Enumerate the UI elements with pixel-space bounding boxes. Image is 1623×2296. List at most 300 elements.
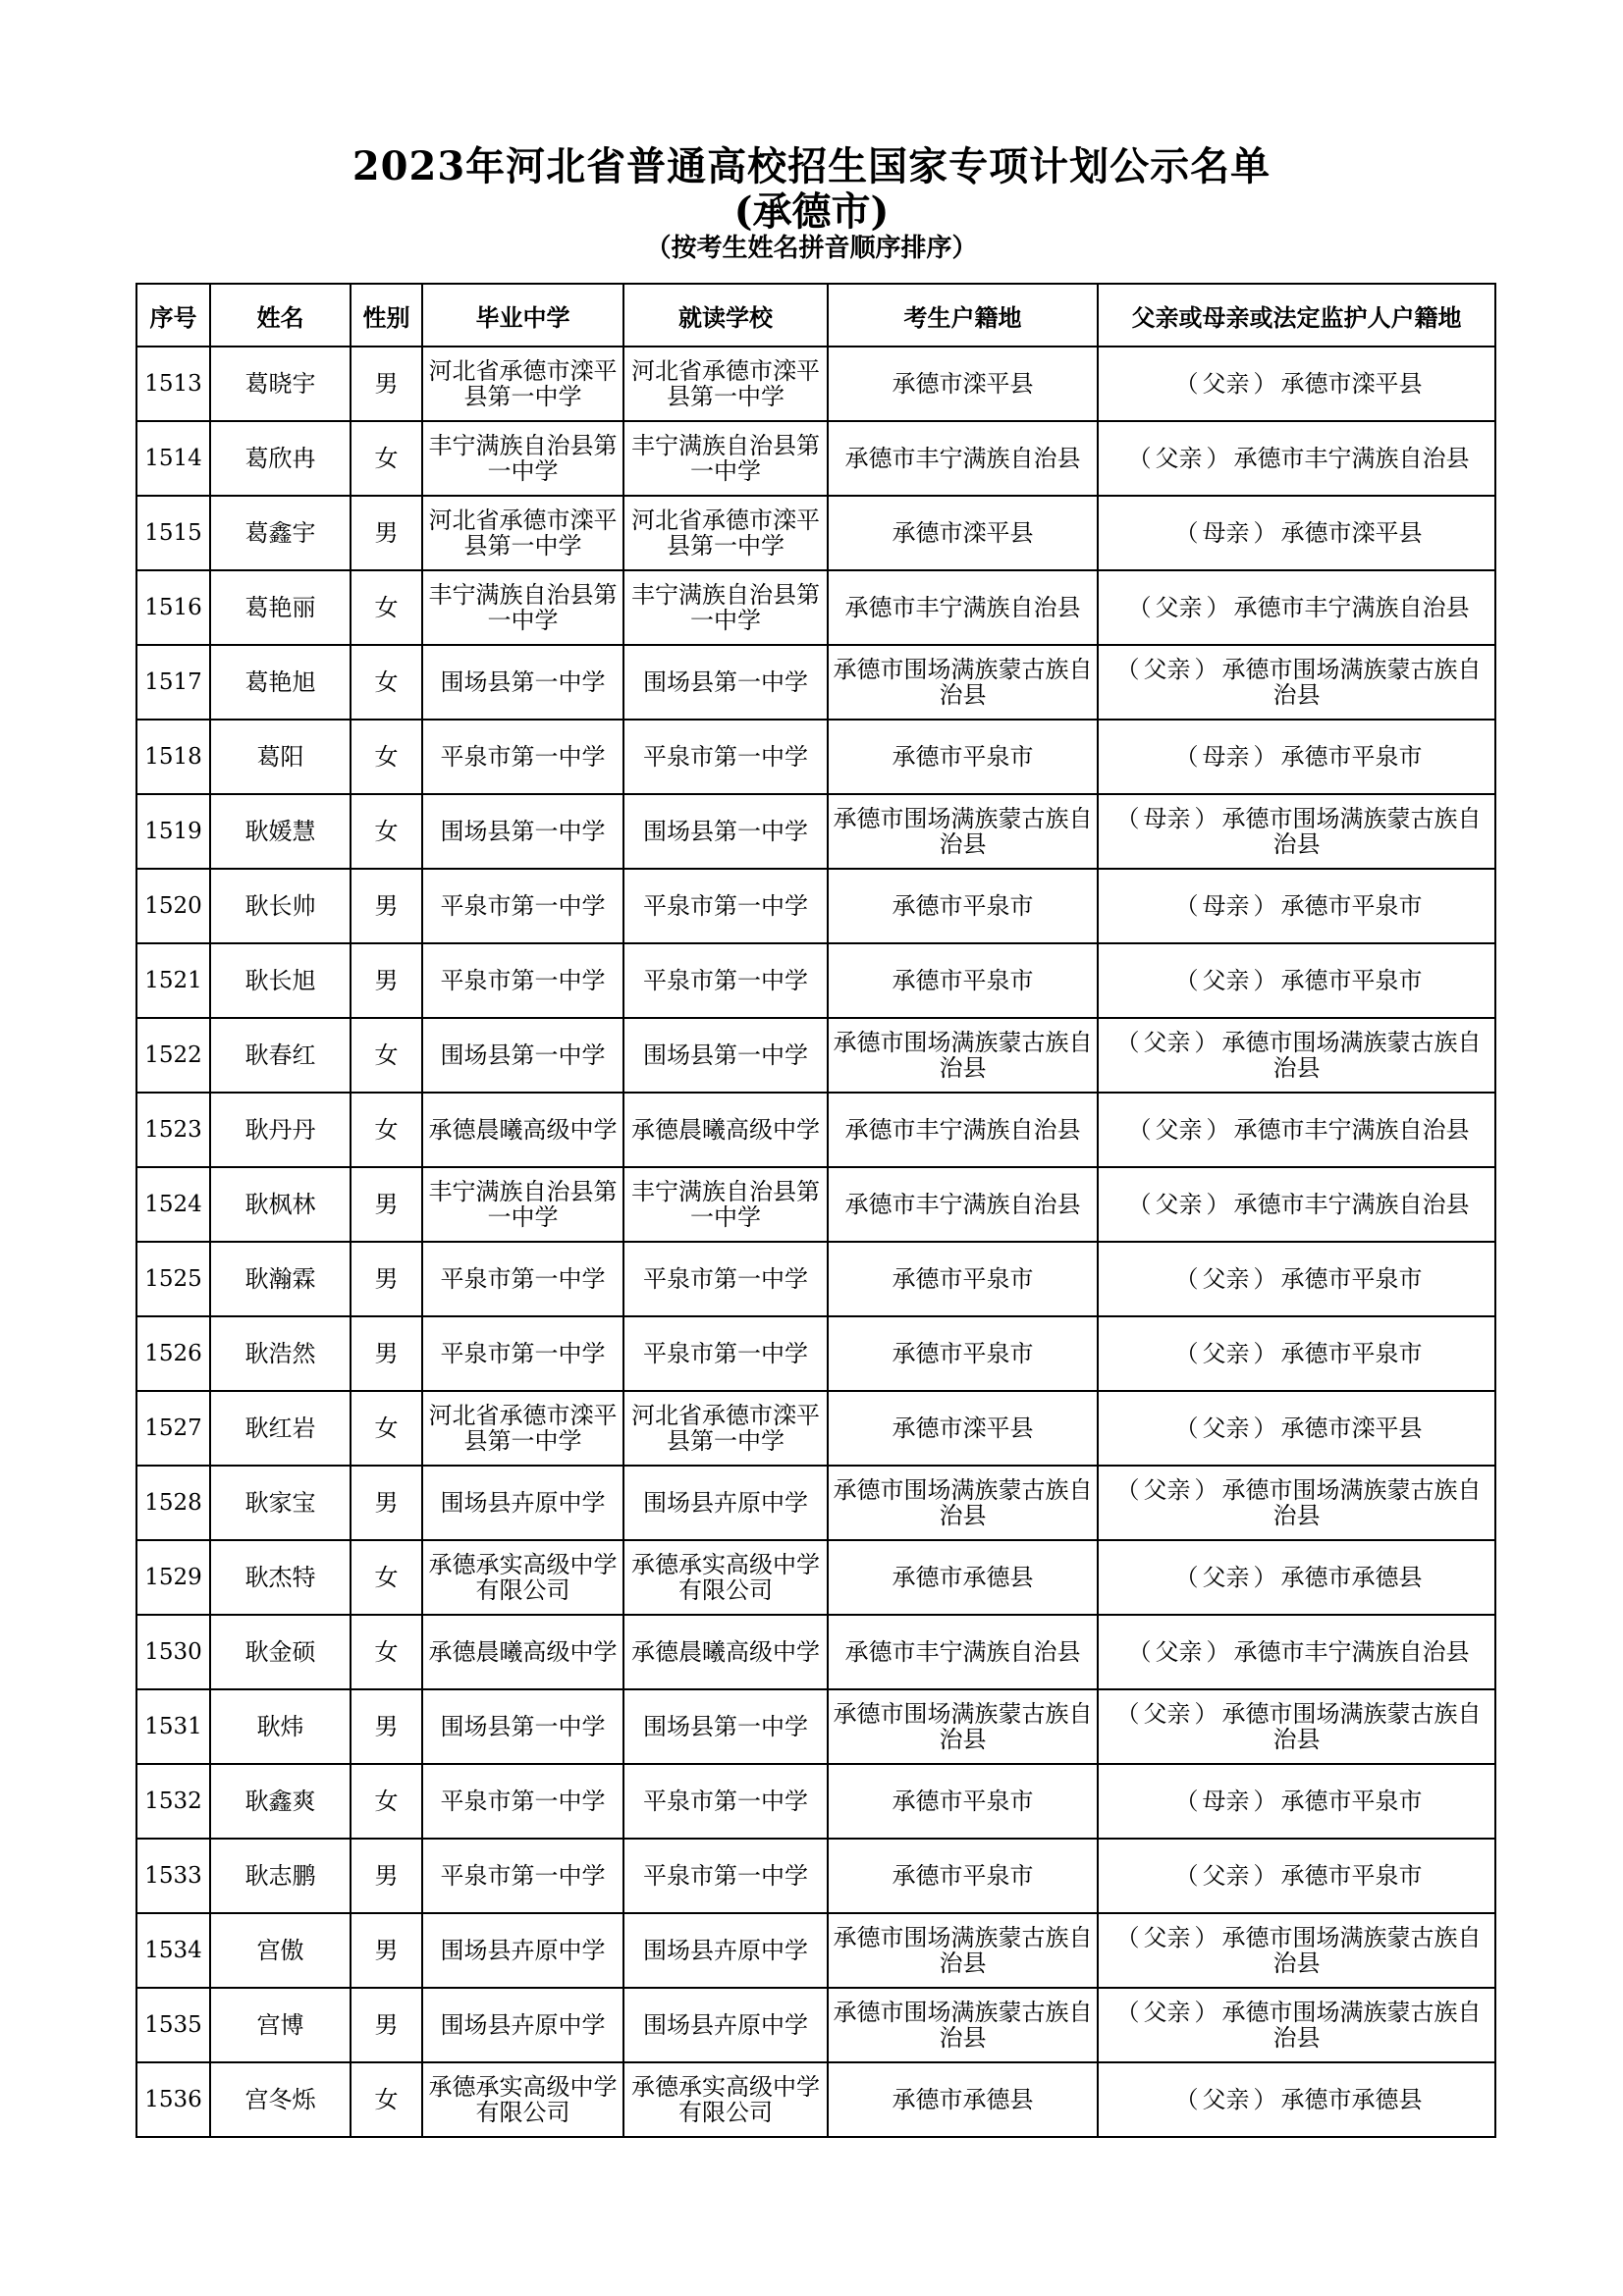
- paren-open: （: [1174, 892, 1199, 920]
- paren-close: ）: [1253, 1564, 1277, 1591]
- cell-guardian: [1098, 570, 1495, 645]
- cell-guardian: [1098, 347, 1495, 421]
- cell-gender: 女: [351, 1391, 422, 1466]
- guardian-hukou: 承德市平泉市: [1280, 1862, 1423, 1890]
- cell-hukou: 承德市平泉市: [828, 1839, 1098, 1913]
- cell-grad-school: 河北省承德市滦平县第一中学: [422, 347, 623, 421]
- paren-open: （: [1115, 1924, 1140, 1951]
- cell-grad-school: 平泉市第一中学: [422, 1242, 623, 1316]
- table-row: [136, 1167, 1495, 1242]
- page-subtitle: (承德市): [733, 188, 890, 235]
- guardian-relation: 母亲: [1202, 743, 1250, 771]
- guardian-hukou: 承德市丰宁满族自治县: [1233, 1638, 1470, 1666]
- cell-gender: 男: [351, 1839, 422, 1913]
- cell-current-school: 河北省承德市滦平县第一中学: [623, 347, 828, 421]
- paren-close: ）: [1206, 594, 1230, 621]
- cell-no: 1516: [136, 570, 210, 645]
- cell-current-school: 河北省承德市滦平县第一中学: [623, 1391, 828, 1466]
- cell-gender: 女: [351, 421, 422, 496]
- cell-name: 耿长帅: [210, 869, 351, 943]
- paren-open: （: [1127, 1638, 1152, 1666]
- column-header-current-school: 就读学校: [623, 284, 828, 347]
- cell-no: 1513: [136, 347, 210, 421]
- paren-close: ）: [1253, 1862, 1277, 1890]
- cell-guardian: [1098, 421, 1495, 496]
- table-row: [136, 1466, 1495, 1540]
- guardian-relation: 父亲: [1143, 1476, 1191, 1504]
- cell-name: 耿杰特: [210, 1540, 351, 1615]
- paren-close: ）: [1206, 1116, 1230, 1144]
- cell-gender: 男: [351, 1689, 422, 1764]
- guardian-relation: 父亲: [1202, 1862, 1250, 1890]
- paren-close: ）: [1253, 967, 1277, 994]
- table-row: [136, 1615, 1495, 1689]
- cell-grad-school: 承德晨曦高级中学: [422, 1093, 623, 1167]
- paren-open: （: [1115, 656, 1140, 683]
- guardian-relation: 父亲: [1143, 656, 1191, 683]
- table-row: [136, 943, 1495, 1018]
- cell-current-school: 承德承实高级中学有限公司: [623, 2062, 828, 2137]
- cell-guardian: [1098, 496, 1495, 570]
- cell-hukou: 承德市平泉市: [828, 1242, 1098, 1316]
- paren-close: ）: [1253, 519, 1277, 547]
- cell-grad-school: 丰宁满族自治县第一中学: [422, 1167, 623, 1242]
- cell-grad-school: 承德晨曦高级中学: [422, 1615, 623, 1689]
- cell-name: 葛晓宇: [210, 347, 351, 421]
- guardian-hukou: 承德市平泉市: [1280, 1340, 1423, 1367]
- table-row: [136, 2062, 1495, 2137]
- page-title: 2023年河北省普通高校招生国家专项计划公示名单: [352, 143, 1271, 189]
- cell-guardian: [1098, 645, 1495, 720]
- cell-current-school: 围场县第一中学: [623, 1689, 828, 1764]
- cell-grad-school: 围场县第一中学: [422, 1689, 623, 1764]
- cell-name: 耿春红: [210, 1018, 351, 1093]
- cell-no: 1531: [136, 1689, 210, 1764]
- paren-open: （: [1115, 805, 1140, 832]
- paren-open: （: [1174, 519, 1199, 547]
- paren-close: ）: [1194, 1999, 1218, 2026]
- cell-no: 1528: [136, 1466, 210, 1540]
- paren-open: （: [1115, 1029, 1140, 1056]
- table-row: [136, 1988, 1495, 2062]
- paren-close: ）: [1206, 1638, 1230, 1666]
- paren-close: ）: [1194, 805, 1218, 832]
- paren-close: ）: [1194, 1476, 1218, 1504]
- roster-table: [135, 283, 1496, 2138]
- cell-gender: 男: [351, 1988, 422, 2062]
- cell-name: 耿瀚霖: [210, 1242, 351, 1316]
- guardian-hukou: 承德市丰宁满族自治县: [1233, 1191, 1470, 1218]
- cell-no: 1519: [136, 794, 210, 869]
- guardian-relation: 父亲: [1202, 1340, 1250, 1367]
- guardian-relation: 父亲: [1143, 1029, 1191, 1056]
- cell-name: 葛欣冉: [210, 421, 351, 496]
- cell-grad-school: 围场县第一中学: [422, 1018, 623, 1093]
- cell-no: 1522: [136, 1018, 210, 1093]
- cell-hukou: 承德市平泉市: [828, 720, 1098, 794]
- cell-gender: 女: [351, 794, 422, 869]
- cell-name: 葛艳丽: [210, 570, 351, 645]
- cell-gender: 男: [351, 869, 422, 943]
- cell-gender: 女: [351, 1018, 422, 1093]
- paren-close: ）: [1253, 1340, 1277, 1367]
- cell-gender: 男: [351, 496, 422, 570]
- table-row: [136, 1913, 1495, 1988]
- cell-name: 耿枫林: [210, 1167, 351, 1242]
- cell-guardian: [1098, 943, 1495, 1018]
- cell-current-school: 平泉市第一中学: [623, 1242, 828, 1316]
- cell-no: 1517: [136, 645, 210, 720]
- cell-no: 1525: [136, 1242, 210, 1316]
- cell-guardian: [1098, 1242, 1495, 1316]
- table-row: [136, 1839, 1495, 1913]
- cell-name: 耿金硕: [210, 1615, 351, 1689]
- cell-guardian: [1098, 1988, 1495, 2062]
- column-header-guardian-hukou: 父亲或母亲或法定监护人户籍地: [1098, 284, 1495, 347]
- cell-gender: 男: [351, 347, 422, 421]
- guardian-relation: 母亲: [1202, 1788, 1250, 1815]
- table-row: [136, 496, 1495, 570]
- guardian-relation: 父亲: [1202, 370, 1250, 398]
- cell-current-school: 丰宁满族自治县第一中学: [623, 421, 828, 496]
- guardian-relation: 父亲: [1202, 1415, 1250, 1442]
- cell-guardian: [1098, 1316, 1495, 1391]
- table-row: [136, 1018, 1495, 1093]
- cell-grad-school: 承德承实高级中学有限公司: [422, 1540, 623, 1615]
- cell-no: 1530: [136, 1615, 210, 1689]
- paren-close: ）: [1253, 1415, 1277, 1442]
- cell-current-school: 河北省承德市滦平县第一中学: [623, 496, 828, 570]
- cell-grad-school: 平泉市第一中学: [422, 1316, 623, 1391]
- paren-open: （: [1174, 967, 1199, 994]
- cell-hukou: 承德市围场满族蒙古族自治县: [828, 1466, 1098, 1540]
- cell-current-school: 平泉市第一中学: [623, 1316, 828, 1391]
- paren-open: （: [1115, 1476, 1140, 1504]
- paren-open: （: [1174, 1265, 1199, 1293]
- cell-grad-school: 围场县第一中学: [422, 794, 623, 869]
- cell-current-school: 平泉市第一中学: [623, 1764, 828, 1839]
- guardian-relation: 父亲: [1143, 1924, 1191, 1951]
- cell-hukou: 承德市围场满族蒙古族自治县: [828, 1018, 1098, 1093]
- column-header-grad-school: 毕业中学: [422, 284, 623, 347]
- paren-open: （: [1174, 1415, 1199, 1442]
- cell-grad-school: 河北省承德市滦平县第一中学: [422, 496, 623, 570]
- cell-no: 1535: [136, 1988, 210, 2062]
- cell-current-school: 丰宁满族自治县第一中学: [623, 570, 828, 645]
- column-header-name: 姓名: [210, 284, 351, 347]
- cell-name: 葛鑫宇: [210, 496, 351, 570]
- paren-open: （: [1115, 1700, 1140, 1728]
- paren-close: ）: [1253, 892, 1277, 920]
- cell-guardian: [1098, 1466, 1495, 1540]
- cell-guardian: [1098, 1764, 1495, 1839]
- cell-grad-school: 围场县卉原中学: [422, 1466, 623, 1540]
- table-body: [136, 347, 1495, 2137]
- table-row: [136, 1764, 1495, 1839]
- cell-hukou: 承德市平泉市: [828, 1316, 1098, 1391]
- guardian-hukou: 承德市滦平县: [1280, 370, 1423, 398]
- cell-name: 耿媛慧: [210, 794, 351, 869]
- cell-current-school: 承德晨曦高级中学: [623, 1093, 828, 1167]
- paren-open: （: [1127, 445, 1152, 472]
- cell-grad-school: 平泉市第一中学: [422, 1839, 623, 1913]
- cell-gender: 女: [351, 2062, 422, 2137]
- cell-hukou: 承德市围场满族蒙古族自治县: [828, 1988, 1098, 2062]
- cell-no: 1515: [136, 496, 210, 570]
- guardian-relation: 父亲: [1155, 1191, 1203, 1218]
- cell-current-school: 围场县卉原中学: [623, 1466, 828, 1540]
- table-row: [136, 347, 1495, 421]
- cell-no: 1514: [136, 421, 210, 496]
- cell-guardian: [1098, 1839, 1495, 1913]
- cell-guardian: [1098, 1540, 1495, 1615]
- cell-current-school: 围场县第一中学: [623, 1018, 828, 1093]
- paren-open: （: [1174, 1788, 1199, 1815]
- cell-no: 1527: [136, 1391, 210, 1466]
- guardian-hukou: 承德市平泉市: [1280, 1265, 1423, 1293]
- cell-current-school: 平泉市第一中学: [623, 1839, 828, 1913]
- guardian-relation: 父亲: [1202, 2086, 1250, 2113]
- table-row: [136, 570, 1495, 645]
- table-row: [136, 1242, 1495, 1316]
- cell-current-school: 承德承实高级中学有限公司: [623, 1540, 828, 1615]
- paren-close: ）: [1206, 445, 1230, 472]
- cell-gender: 男: [351, 1466, 422, 1540]
- guardian-relation: 父亲: [1202, 1564, 1250, 1591]
- guardian-hukou: 承德市丰宁满族自治县: [1233, 1116, 1470, 1144]
- cell-gender: 女: [351, 720, 422, 794]
- paren-open: （: [1174, 370, 1199, 398]
- paren-close: ）: [1206, 1191, 1230, 1218]
- paren-open: （: [1127, 1191, 1152, 1218]
- cell-guardian: [1098, 794, 1495, 869]
- cell-current-school: 围场县卉原中学: [623, 1988, 828, 2062]
- table-row: [136, 1316, 1495, 1391]
- guardian-hukou: 承德市围场满族蒙古族自治县: [1221, 656, 1482, 709]
- cell-current-school: 平泉市第一中学: [623, 720, 828, 794]
- cell-hukou: 承德市围场满族蒙古族自治县: [828, 1689, 1098, 1764]
- table-row: [136, 1540, 1495, 1615]
- cell-guardian: [1098, 1167, 1495, 1242]
- cell-hukou: 承德市围场满族蒙古族自治县: [828, 1913, 1098, 1988]
- table-row: [136, 794, 1495, 869]
- paren-open: （: [1174, 1564, 1199, 1591]
- cell-name: 耿鑫爽: [210, 1764, 351, 1839]
- cell-name: 宫冬烁: [210, 2062, 351, 2137]
- guardian-hukou: 承德市围场满族蒙古族自治县: [1221, 1700, 1482, 1753]
- cell-no: 1524: [136, 1167, 210, 1242]
- cell-grad-school: 平泉市第一中学: [422, 720, 623, 794]
- cell-no: 1526: [136, 1316, 210, 1391]
- cell-grad-school: 丰宁满族自治县第一中学: [422, 570, 623, 645]
- table-row: [136, 645, 1495, 720]
- guardian-relation: 母亲: [1202, 519, 1250, 547]
- guardian-hukou: 承德市丰宁满族自治县: [1233, 445, 1470, 472]
- cell-guardian: [1098, 2062, 1495, 2137]
- cell-hukou: 承德市承德县: [828, 1540, 1098, 1615]
- table-header-row: [136, 284, 1495, 347]
- paren-open: （: [1174, 1862, 1199, 1890]
- cell-gender: 男: [351, 1242, 422, 1316]
- cell-name: 耿家宝: [210, 1466, 351, 1540]
- paren-open: （: [1127, 1116, 1152, 1144]
- table-row: [136, 421, 1495, 496]
- paren-close: ）: [1253, 2086, 1277, 2113]
- cell-name: 葛艳旭: [210, 645, 351, 720]
- cell-name: 耿长旭: [210, 943, 351, 1018]
- cell-gender: 女: [351, 570, 422, 645]
- cell-no: 1520: [136, 869, 210, 943]
- cell-hukou: 承德市滦平县: [828, 347, 1098, 421]
- guardian-hukou: 承德市围场满族蒙古族自治县: [1221, 1029, 1482, 1082]
- cell-guardian: [1098, 1913, 1495, 1988]
- table-row: [136, 1093, 1495, 1167]
- cell-hukou: 承德市围场满族蒙古族自治县: [828, 645, 1098, 720]
- cell-current-school: 平泉市第一中学: [623, 869, 828, 943]
- cell-name: 耿志鹏: [210, 1839, 351, 1913]
- cell-name: 宫博: [210, 1988, 351, 2062]
- guardian-hukou: 承德市承德县: [1280, 2086, 1423, 2113]
- cell-current-school: 丰宁满族自治县第一中学: [623, 1167, 828, 1242]
- cell-grad-school: 平泉市第一中学: [422, 943, 623, 1018]
- guardian-hukou: 承德市平泉市: [1280, 1788, 1423, 1815]
- cell-current-school: 围场县第一中学: [623, 794, 828, 869]
- guardian-relation: 母亲: [1202, 892, 1250, 920]
- cell-gender: 女: [351, 1540, 422, 1615]
- guardian-relation: 父亲: [1202, 967, 1250, 994]
- cell-hukou: 承德市滦平县: [828, 1391, 1098, 1466]
- cell-guardian: [1098, 1093, 1495, 1167]
- guardian-hukou: 承德市滦平县: [1280, 519, 1423, 547]
- cell-guardian: [1098, 1391, 1495, 1466]
- guardian-relation: 父亲: [1202, 1265, 1250, 1293]
- table-row: [136, 1689, 1495, 1764]
- guardian-hukou: 承德市平泉市: [1280, 967, 1423, 994]
- cell-hukou: 承德市丰宁满族自治县: [828, 421, 1098, 496]
- guardian-relation: 父亲: [1155, 1638, 1203, 1666]
- cell-current-school: 平泉市第一中学: [623, 943, 828, 1018]
- cell-guardian: [1098, 1689, 1495, 1764]
- cell-name: 宫傲: [210, 1913, 351, 1988]
- cell-gender: 女: [351, 645, 422, 720]
- cell-hukou: 承德市滦平县: [828, 496, 1098, 570]
- cell-grad-school: 平泉市第一中学: [422, 1764, 623, 1839]
- cell-gender: 女: [351, 1093, 422, 1167]
- cell-name: 耿丹丹: [210, 1093, 351, 1167]
- paren-close: ）: [1194, 1924, 1218, 1951]
- cell-guardian: [1098, 1615, 1495, 1689]
- cell-no: 1529: [136, 1540, 210, 1615]
- guardian-hukou: 承德市平泉市: [1280, 892, 1423, 920]
- cell-name: 葛阳: [210, 720, 351, 794]
- paren-open: （: [1115, 1999, 1140, 2026]
- cell-guardian: [1098, 869, 1495, 943]
- guardian-relation: 父亲: [1155, 445, 1203, 472]
- cell-hukou: 承德市丰宁满族自治县: [828, 1167, 1098, 1242]
- table-row: [136, 869, 1495, 943]
- column-header-gender: 性别: [351, 284, 422, 347]
- guardian-relation: 父亲: [1155, 594, 1203, 621]
- cell-gender: 男: [351, 1913, 422, 1988]
- guardian-hukou: 承德市丰宁满族自治县: [1233, 594, 1470, 621]
- paren-close: ）: [1253, 1788, 1277, 1815]
- cell-guardian: [1098, 720, 1495, 794]
- cell-hukou: 承德市承德县: [828, 2062, 1098, 2137]
- cell-gender: 女: [351, 1764, 422, 1839]
- guardian-hukou: 承德市围场满族蒙古族自治县: [1221, 1924, 1482, 1977]
- guardian-hukou: 承德市承德县: [1280, 1564, 1423, 1591]
- guardian-hukou: 承德市围场满族蒙古族自治县: [1221, 1476, 1482, 1529]
- paren-open: （: [1174, 743, 1199, 771]
- cell-grad-school: 围场县卉原中学: [422, 1988, 623, 2062]
- guardian-relation: 父亲: [1143, 1700, 1191, 1728]
- sort-note: （按考生姓名拼音顺序排序）: [645, 234, 978, 263]
- cell-gender: 男: [351, 943, 422, 1018]
- cell-gender: 女: [351, 1615, 422, 1689]
- column-header-hukou: 考生户籍地: [828, 284, 1098, 347]
- cell-gender: 男: [351, 1167, 422, 1242]
- guardian-relation: 母亲: [1143, 805, 1191, 832]
- paren-close: ）: [1194, 656, 1218, 683]
- cell-no: 1521: [136, 943, 210, 1018]
- cell-grad-school: 丰宁满族自治县第一中学: [422, 421, 623, 496]
- cell-hukou: 承德市围场满族蒙古族自治县: [828, 794, 1098, 869]
- cell-hukou: 承德市丰宁满族自治县: [828, 1615, 1098, 1689]
- cell-hukou: 承德市平泉市: [828, 943, 1098, 1018]
- cell-no: 1532: [136, 1764, 210, 1839]
- cell-name: 耿红岩: [210, 1391, 351, 1466]
- paren-close: ）: [1194, 1700, 1218, 1728]
- guardian-relation: 父亲: [1143, 1999, 1191, 2026]
- cell-grad-school: 承德承实高级中学有限公司: [422, 2062, 623, 2137]
- table-row: [136, 720, 1495, 794]
- cell-hukou: 承德市丰宁满族自治县: [828, 570, 1098, 645]
- guardian-hukou: 承德市滦平县: [1280, 1415, 1423, 1442]
- cell-grad-school: 平泉市第一中学: [422, 869, 623, 943]
- cell-guardian: [1098, 1018, 1495, 1093]
- cell-no: 1536: [136, 2062, 210, 2137]
- cell-no: 1534: [136, 1913, 210, 1988]
- cell-hukou: 承德市平泉市: [828, 1764, 1098, 1839]
- cell-no: 1523: [136, 1093, 210, 1167]
- cell-current-school: 围场县卉原中学: [623, 1913, 828, 1988]
- cell-grad-school: 河北省承德市滦平县第一中学: [422, 1391, 623, 1466]
- guardian-relation: 父亲: [1155, 1116, 1203, 1144]
- paren-close: ）: [1253, 370, 1277, 398]
- cell-current-school: 围场县第一中学: [623, 645, 828, 720]
- cell-hukou: 承德市平泉市: [828, 869, 1098, 943]
- paren-open: （: [1127, 594, 1152, 621]
- cell-no: 1518: [136, 720, 210, 794]
- cell-current-school: 承德晨曦高级中学: [623, 1615, 828, 1689]
- cell-grad-school: 围场县卉原中学: [422, 1913, 623, 1988]
- paren-open: （: [1174, 1340, 1199, 1367]
- cell-gender: 男: [351, 1316, 422, 1391]
- cell-name: 耿炜: [210, 1689, 351, 1764]
- guardian-hukou: 承德市围场满族蒙古族自治县: [1221, 1999, 1482, 2052]
- paren-close: ）: [1253, 743, 1277, 771]
- paren-close: ）: [1253, 1265, 1277, 1293]
- guardian-hukou: 承德市平泉市: [1280, 743, 1423, 771]
- paren-close: ）: [1194, 1029, 1218, 1056]
- column-header-no: 序号: [136, 284, 210, 347]
- cell-grad-school: 围场县第一中学: [422, 645, 623, 720]
- paren-open: （: [1174, 2086, 1199, 2113]
- cell-hukou: 承德市丰宁满族自治县: [828, 1093, 1098, 1167]
- cell-name: 耿浩然: [210, 1316, 351, 1391]
- guardian-hukou: 承德市围场满族蒙古族自治县: [1221, 805, 1482, 858]
- cell-no: 1533: [136, 1839, 210, 1913]
